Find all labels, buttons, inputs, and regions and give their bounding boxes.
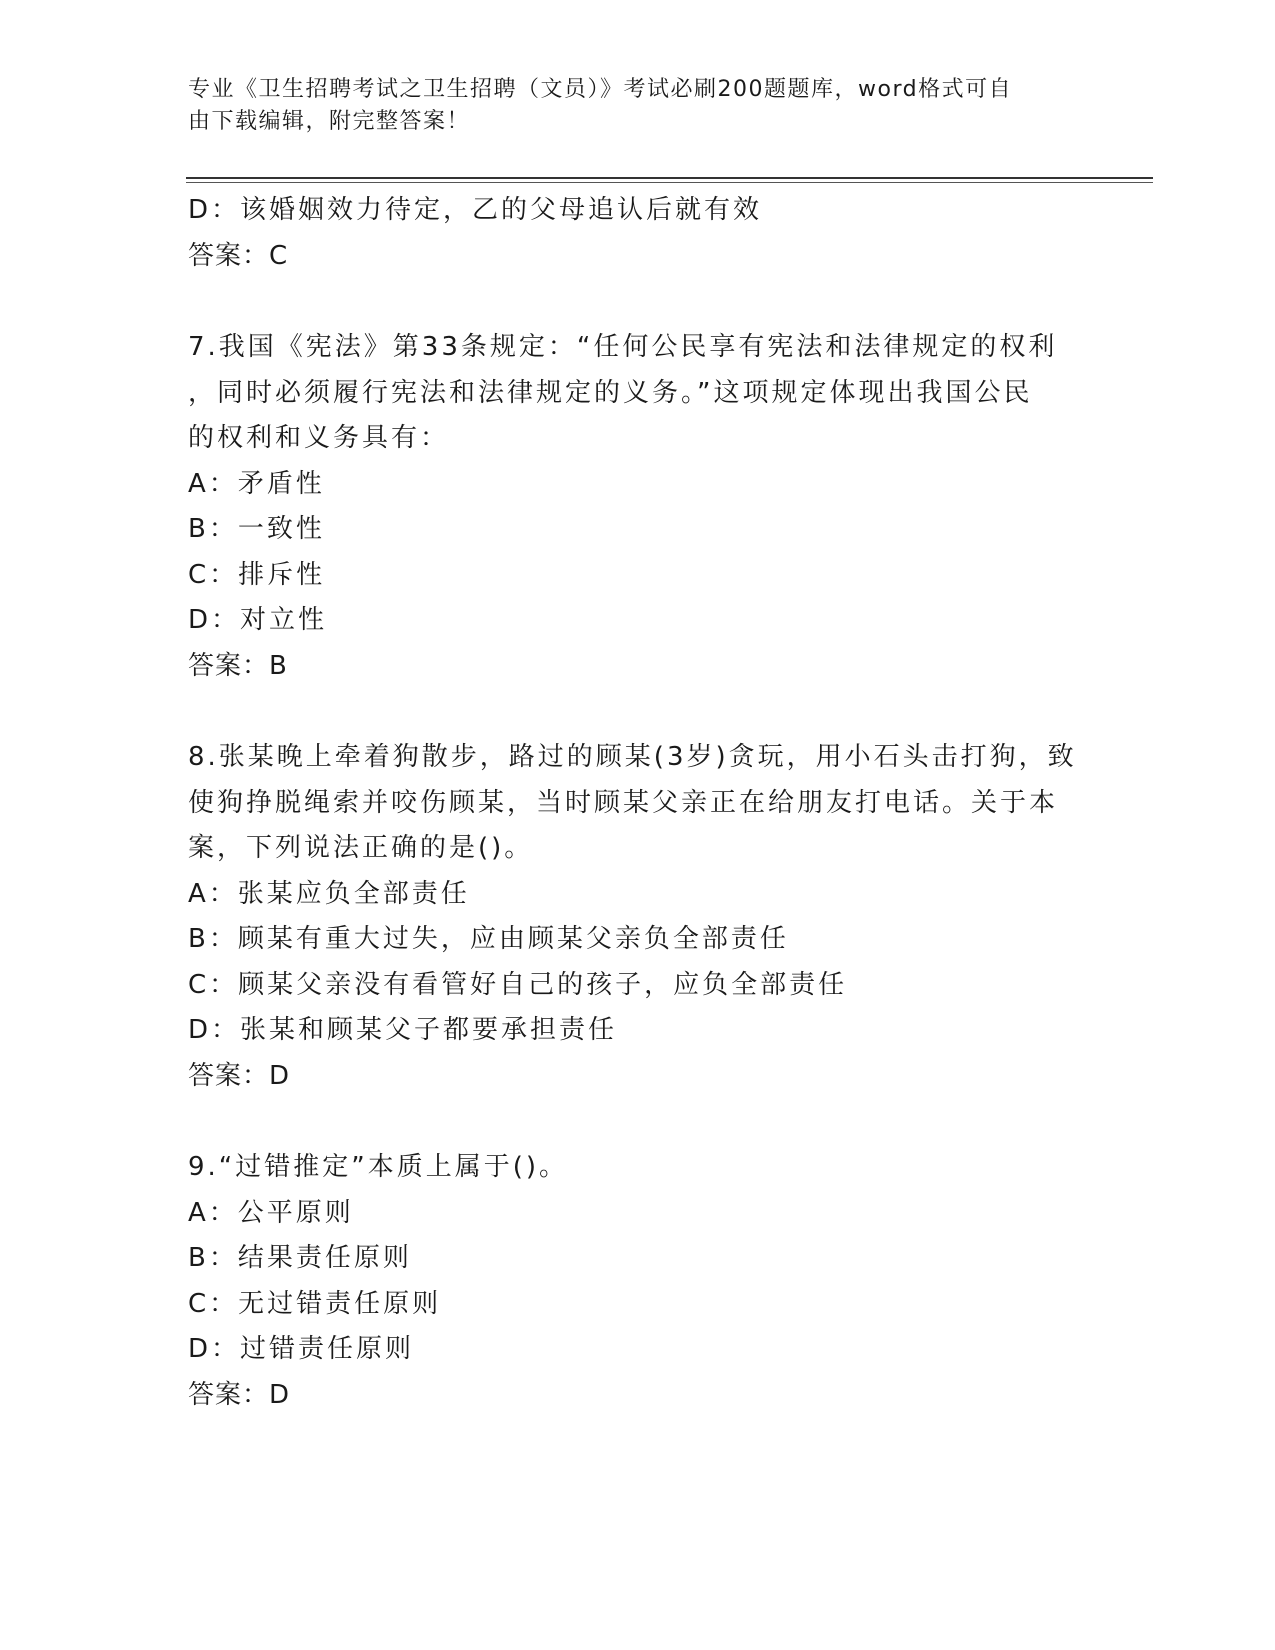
document-header	[188, 74, 1088, 138]
option-a: A：张某应负全部责任	[188, 878, 470, 909]
question-text-line-1: 7.我国《宪法》第33条规定：“任何公民享有宪法和法律规定的权利	[188, 332, 1058, 362]
answer: 答案：D	[188, 1379, 291, 1410]
option-d: D：对立性	[188, 605, 328, 635]
question-6-tail	[188, 188, 1088, 279]
option-c: C：排斥性	[188, 559, 326, 590]
question-9	[188, 1145, 1088, 1418]
option-b: B：结果责任原则	[188, 1243, 412, 1273]
spacer	[188, 279, 1088, 325]
spacer	[188, 1099, 1088, 1145]
spacer	[188, 689, 1088, 735]
option-a: A：矛盾性	[188, 468, 325, 499]
question-7	[188, 325, 1088, 689]
answer: 答案：C	[188, 240, 289, 271]
question-text-line-2: 使狗挣脱绳索并咬伤顾某，当时顾某父亲正在给朋友打电话。关于本	[188, 787, 1059, 818]
answer: 答案：B	[188, 650, 288, 681]
option-a: A：公平原则	[188, 1197, 354, 1228]
question-text-line-1: 9.“过错推定”本质上属于()。	[188, 1152, 569, 1182]
question-8	[188, 735, 1088, 1099]
question-text-line-2: ，同时必须履行宪法和法律规定的义务。”这项规定体现出我国公民	[188, 377, 1033, 408]
option-d: D：该婚姻效力待定，乙的父母追认后就有效	[188, 195, 763, 225]
option-d: D：张某和顾某父子都要承担责任	[188, 1015, 618, 1045]
question-text-line-3: 的权利和义务具有：	[188, 423, 450, 453]
option-c: C：无过错责任原则	[188, 1288, 442, 1319]
header-divider-thick	[186, 177, 1153, 179]
header-line-2: 由下载编辑，附完整答案！	[188, 109, 471, 134]
question-text-line-1: 8.张某晚上牵着狗散步，路过的顾某(3岁)贪玩，用小石头击打狗，致	[188, 742, 1077, 772]
header-line-1: 专业《卫生招聘考试之卫生招聘（文员）》考试必刷200题题库，word格式可自	[188, 77, 1013, 102]
answer: 答案：D	[188, 1060, 291, 1091]
header-divider-thin	[186, 182, 1153, 183]
option-d: D：过错责任原则	[188, 1334, 415, 1364]
option-b: B：一致性	[188, 514, 325, 544]
document-body	[188, 188, 1088, 1418]
question-text-line-3: 案，下列说法正确的是()。	[188, 833, 534, 863]
option-b: B：顾某有重大过失，应由顾某父亲负全部责任	[188, 924, 789, 954]
option-c: C：顾某父亲没有看管好自己的孩子，应负全部责任	[188, 969, 848, 1000]
